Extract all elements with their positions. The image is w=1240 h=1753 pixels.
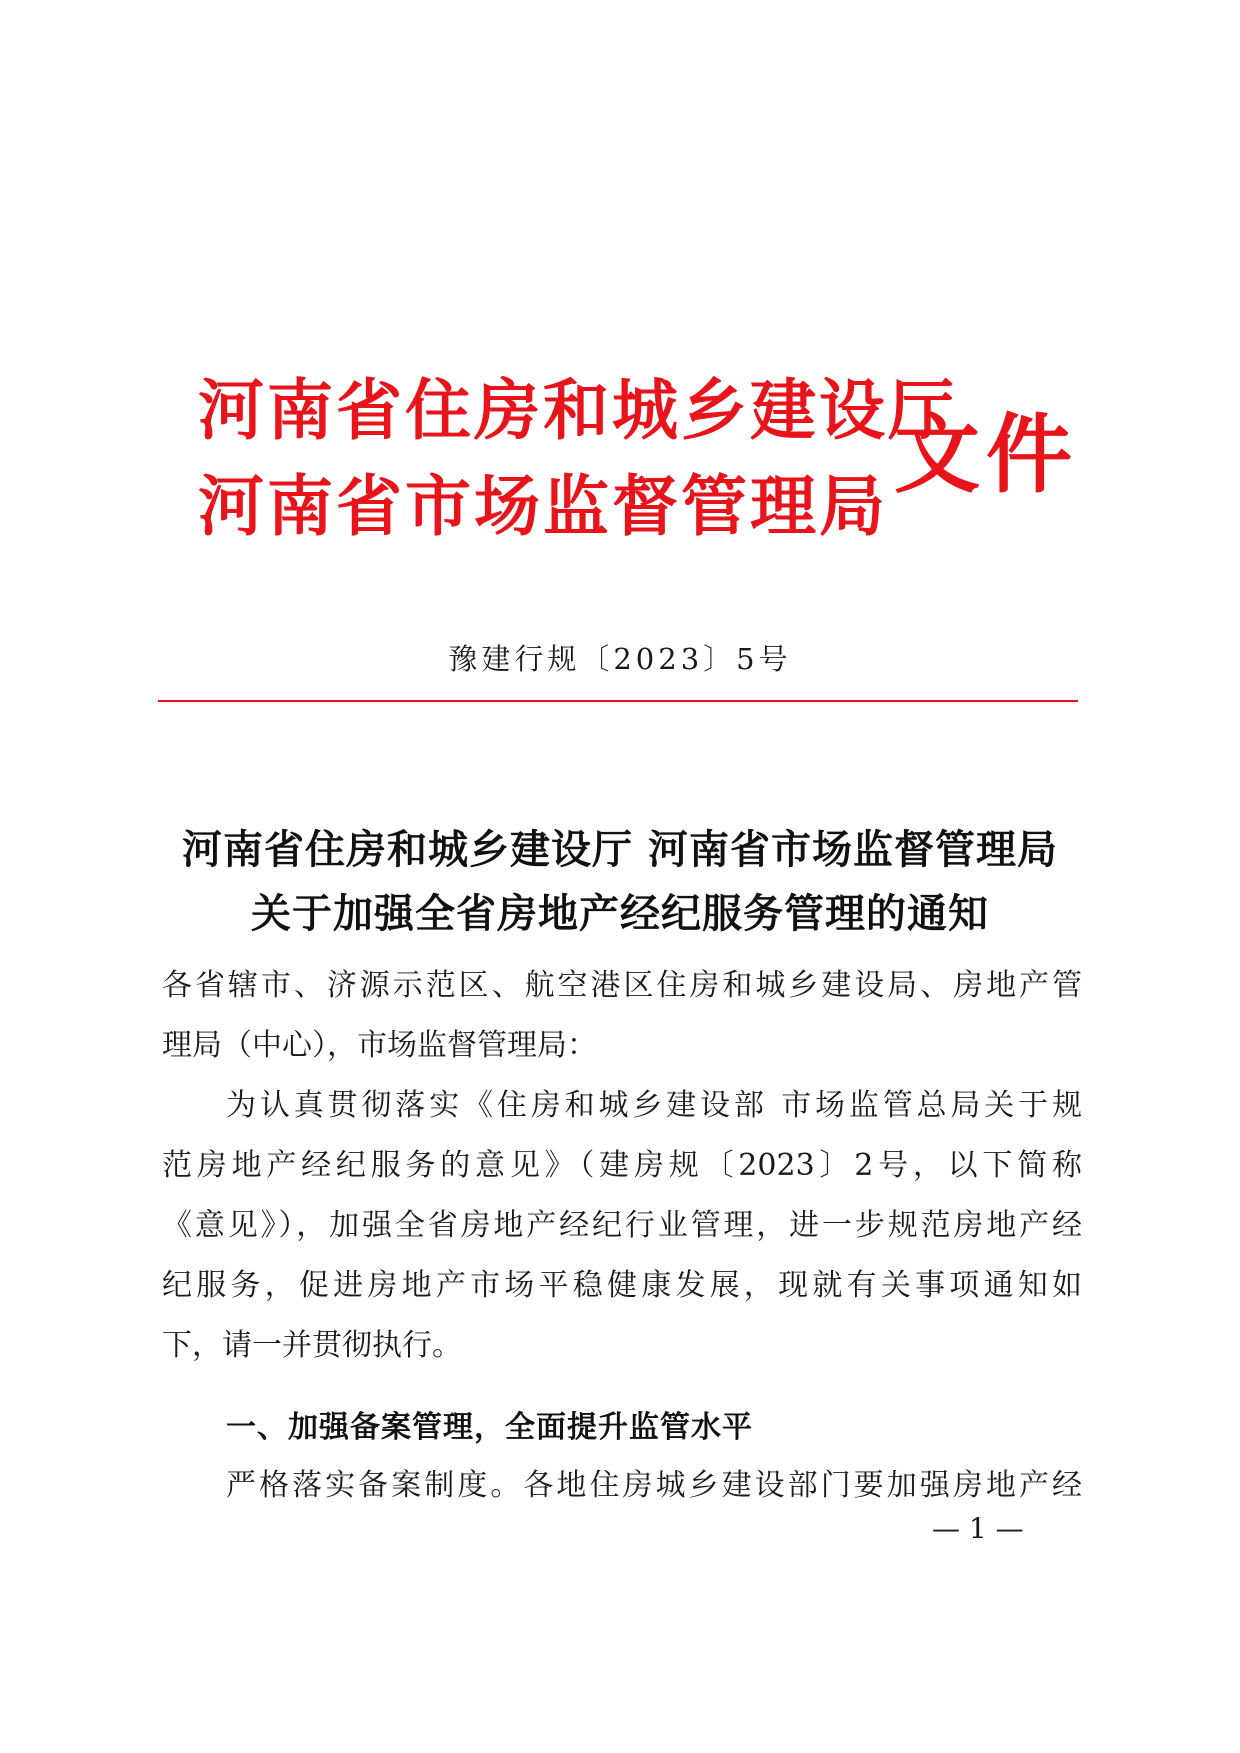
- notice-title-line-1: 河南省住房和城乡建设厅 河南省市场监督管理局: [182, 826, 1058, 873]
- notice-title-line-2: 关于加强全省房地产经纪服务管理的通知: [251, 890, 989, 937]
- issuer-housing-department: 河南省住房和城乡建设厅: [198, 371, 957, 449]
- intro-line-3: 《意见》），加强全省房地产经纪行业管理，进一步规范房地产经: [162, 1208, 1082, 1243]
- recipients-line-1: 各省辖市、济源示范区、航空港区住房和城乡建设局、房地产管: [162, 968, 1082, 1003]
- document-number: 豫建行规〔2023〕5号: [448, 642, 792, 676]
- red-divider-line: [158, 700, 1078, 702]
- intro-line-1: 为认真贯彻落实《住房和城乡建设部 市场监管总局关于规: [226, 1088, 1082, 1123]
- issuer-market-regulation-bureau: 河南省市场监督管理局: [198, 467, 888, 545]
- section-1-heading: 一、加强备案管理，全面提升监管水平: [226, 1410, 753, 1445]
- document-type-label: 文件: [894, 404, 1078, 505]
- intro-line-2: 范房地产经纪服务的意见》（建房规〔2023〕2号，以下简称: [162, 1148, 1082, 1183]
- intro-line-4: 纪服务，促进房地产市场平稳健康发展，现就有关事项通知如: [162, 1268, 1082, 1303]
- issuing-authorities: [198, 362, 957, 554]
- page-number: — 1 —: [932, 1512, 1024, 1545]
- section-1-paragraph-line-1: 严格落实备案制度。各地住房城乡建设部门要加强房地产经: [226, 1468, 1082, 1503]
- intro-line-5: 下，请一并贯彻执行。: [162, 1328, 462, 1363]
- recipients-line-2: 理局（中心），市场监督管理局：: [162, 1028, 597, 1063]
